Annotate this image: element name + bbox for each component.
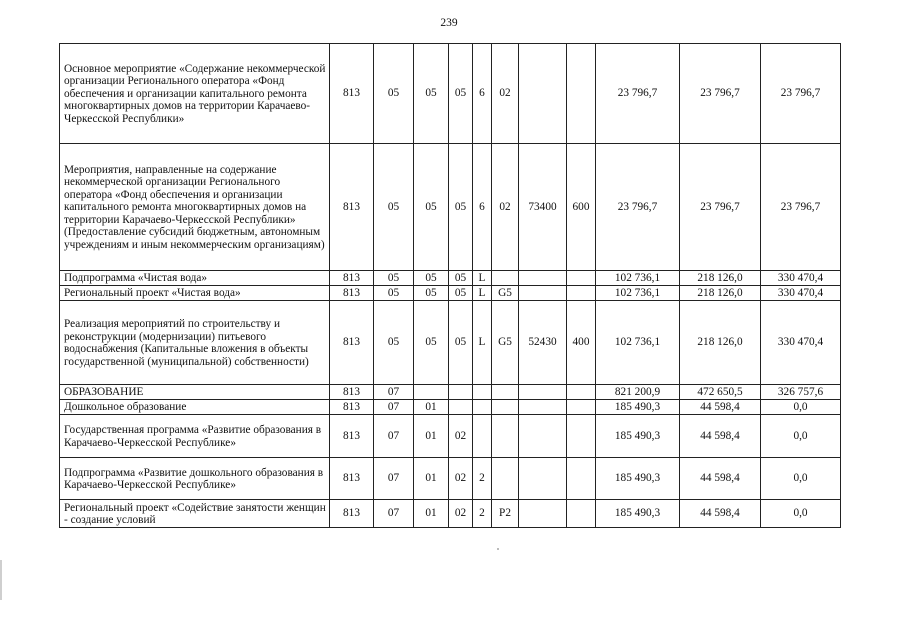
cell-csr-subprogram: 2 <box>473 500 492 528</box>
cell-amount-year2: 23 796,7 <box>680 44 761 144</box>
row-name: Реализация мероприятий по строительству и реконструкции (модернизации) питьевого водоснабжения (Капитальные вложения в объекты государственной (муниципальной) собственности) <box>60 301 330 385</box>
cell-podrazdel: 05 <box>414 301 449 385</box>
cell-podrazdel: 01 <box>414 400 449 415</box>
cell-podrazdel: 01 <box>414 415 449 458</box>
table-row <box>60 500 841 528</box>
cell-expense-type: 400 <box>567 301 596 385</box>
cell-csr-direction <box>519 44 567 144</box>
cell-expense-type <box>567 415 596 458</box>
table-row <box>60 144 841 271</box>
cell-amount-year3: 326 757,6 <box>761 385 841 400</box>
budget-table <box>59 43 841 528</box>
cell-expense-type <box>567 271 596 286</box>
cell-csr-event: 02 <box>492 144 519 271</box>
cell-csr-program: 02 <box>449 415 473 458</box>
cell-csr-subprogram: L <box>473 301 492 385</box>
cell-amount-year1: 185 490,3 <box>596 400 680 415</box>
row-name: ОБРАЗОВАНИЕ <box>60 385 330 400</box>
cell-razdel: 07 <box>374 385 414 400</box>
cell-csr-direction <box>519 458 567 500</box>
cell-podrazdel: 01 <box>414 500 449 528</box>
cell-amount-year1: 185 490,3 <box>596 500 680 528</box>
cell-csr-program: 05 <box>449 271 473 286</box>
cell-expense-type <box>567 385 596 400</box>
cell-razdel: 07 <box>374 500 414 528</box>
cell-vedomstvo: 813 <box>330 271 374 286</box>
cell-amount-year1: 102 736,1 <box>596 271 680 286</box>
cell-csr-program: 05 <box>449 144 473 271</box>
cell-csr-program: 05 <box>449 301 473 385</box>
cell-amount-year1: 185 490,3 <box>596 415 680 458</box>
cell-razdel: 05 <box>374 271 414 286</box>
cell-vedomstvo: 813 <box>330 301 374 385</box>
cell-vedomstvo: 813 <box>330 400 374 415</box>
cell-amount-year1: 185 490,3 <box>596 458 680 500</box>
cell-podrazdel: 05 <box>414 144 449 271</box>
cell-amount-year1: 102 736,1 <box>596 301 680 385</box>
cell-csr-direction: 73400 <box>519 144 567 271</box>
row-name: Государственная программа «Развитие образования в Карачаево-Черкесской Республике» <box>60 415 330 458</box>
cell-amount-year3: 0,0 <box>761 400 841 415</box>
cell-razdel: 05 <box>374 44 414 144</box>
cell-csr-program: 02 <box>449 458 473 500</box>
scan-dot <box>497 548 499 550</box>
row-name: Региональный проект «Содействие занятости женщин - создание условий <box>60 500 330 528</box>
cell-vedomstvo: 813 <box>330 144 374 271</box>
row-name: Подпрограмма «Развитие дошкольного образования в Карачаево-Черкесской Республике» <box>60 458 330 500</box>
cell-amount-year2: 472 650,5 <box>680 385 761 400</box>
cell-amount-year3: 23 796,7 <box>761 44 841 144</box>
cell-vedomstvo: 813 <box>330 458 374 500</box>
cell-csr-event <box>492 271 519 286</box>
cell-podrazdel: 05 <box>414 44 449 144</box>
cell-vedomstvo: 813 <box>330 385 374 400</box>
cell-podrazdel: 05 <box>414 271 449 286</box>
cell-razdel: 07 <box>374 415 414 458</box>
cell-csr-subprogram: L <box>473 271 492 286</box>
cell-csr-direction <box>519 286 567 301</box>
cell-csr-event: G5 <box>492 301 519 385</box>
cell-amount-year2: 218 126,0 <box>680 271 761 286</box>
row-name: Дошкольное образование <box>60 400 330 415</box>
cell-podrazdel: 05 <box>414 286 449 301</box>
table-row <box>60 458 841 500</box>
cell-csr-event <box>492 415 519 458</box>
cell-csr-program <box>449 400 473 415</box>
cell-csr-subprogram <box>473 385 492 400</box>
cell-csr-direction <box>519 500 567 528</box>
cell-amount-year2: 44 598,4 <box>680 500 761 528</box>
cell-amount-year3: 330 470,4 <box>761 271 841 286</box>
cell-amount-year2: 218 126,0 <box>680 286 761 301</box>
table-row <box>60 271 841 286</box>
cell-expense-type: 600 <box>567 144 596 271</box>
cell-csr-direction <box>519 271 567 286</box>
table-row <box>60 286 841 301</box>
table-row <box>60 415 841 458</box>
cell-razdel: 05 <box>374 286 414 301</box>
cell-amount-year2: 23 796,7 <box>680 144 761 271</box>
row-name: Мероприятия, направленные на содержание некоммерческой организации Регионального оператора «Фонд обеспечения и организации капитального ремонта многоквартирных домов на территории Карачаево-Черкесской Республики» (Предоставление субсидий бюджетным, автономным учреждениям и иным некоммерческим организациям) <box>60 144 330 271</box>
cell-csr-event <box>492 458 519 500</box>
cell-csr-event <box>492 385 519 400</box>
cell-csr-subprogram: 2 <box>473 458 492 500</box>
row-name: Основное мероприятие «Содержание некоммерческой организации Регионального оператора «Фонд обеспечения и организации капитального ремонта многоквартирных домов на территории Карачаево-Черкесской Республики» <box>60 44 330 144</box>
cell-csr-subprogram: 6 <box>473 144 492 271</box>
table-row <box>60 44 841 144</box>
page-number: 239 <box>440 17 458 29</box>
cell-amount-year3: 23 796,7 <box>761 144 841 271</box>
cell-csr-event: G5 <box>492 286 519 301</box>
row-name: Подпрограмма «Чистая вода» <box>60 271 330 286</box>
cell-csr-subprogram: L <box>473 286 492 301</box>
cell-expense-type <box>567 44 596 144</box>
cell-expense-type <box>567 500 596 528</box>
cell-vedomstvo: 813 <box>330 500 374 528</box>
table-row <box>60 301 841 385</box>
cell-csr-subprogram <box>473 400 492 415</box>
row-name: Региональный проект «Чистая вода» <box>60 286 330 301</box>
cell-csr-event: P2 <box>492 500 519 528</box>
cell-amount-year3: 330 470,4 <box>761 286 841 301</box>
cell-amount-year3: 0,0 <box>761 415 841 458</box>
cell-csr-event <box>492 400 519 415</box>
cell-csr-program <box>449 385 473 400</box>
cell-csr-program: 05 <box>449 44 473 144</box>
cell-vedomstvo: 813 <box>330 415 374 458</box>
cell-csr-direction <box>519 415 567 458</box>
cell-csr-subprogram <box>473 415 492 458</box>
cell-amount-year1: 102 736,1 <box>596 286 680 301</box>
cell-csr-direction: 52430 <box>519 301 567 385</box>
table-row <box>60 385 841 400</box>
cell-razdel: 05 <box>374 144 414 271</box>
cell-amount-year3: 330 470,4 <box>761 301 841 385</box>
cell-vedomstvo: 813 <box>330 286 374 301</box>
cell-expense-type <box>567 458 596 500</box>
table-row <box>60 400 841 415</box>
cell-amount-year3: 0,0 <box>761 458 841 500</box>
cell-csr-event: 02 <box>492 44 519 144</box>
cell-amount-year2: 44 598,4 <box>680 400 761 415</box>
cell-razdel: 07 <box>374 400 414 415</box>
cell-amount-year1: 23 796,7 <box>596 44 680 144</box>
cell-amount-year2: 218 126,0 <box>680 301 761 385</box>
scan-edge-mark <box>0 560 2 600</box>
cell-csr-subprogram: 6 <box>473 44 492 144</box>
cell-amount-year1: 23 796,7 <box>596 144 680 271</box>
cell-razdel: 05 <box>374 301 414 385</box>
cell-amount-year2: 44 598,4 <box>680 458 761 500</box>
cell-podrazdel: 01 <box>414 458 449 500</box>
cell-vedomstvo: 813 <box>330 44 374 144</box>
cell-podrazdel <box>414 385 449 400</box>
cell-expense-type <box>567 400 596 415</box>
cell-expense-type <box>567 286 596 301</box>
cell-csr-program: 05 <box>449 286 473 301</box>
cell-amount-year2: 44 598,4 <box>680 415 761 458</box>
cell-csr-program: 02 <box>449 500 473 528</box>
cell-amount-year3: 0,0 <box>761 500 841 528</box>
cell-amount-year1: 821 200,9 <box>596 385 680 400</box>
cell-razdel: 07 <box>374 458 414 500</box>
cell-csr-direction <box>519 400 567 415</box>
cell-csr-direction <box>519 385 567 400</box>
